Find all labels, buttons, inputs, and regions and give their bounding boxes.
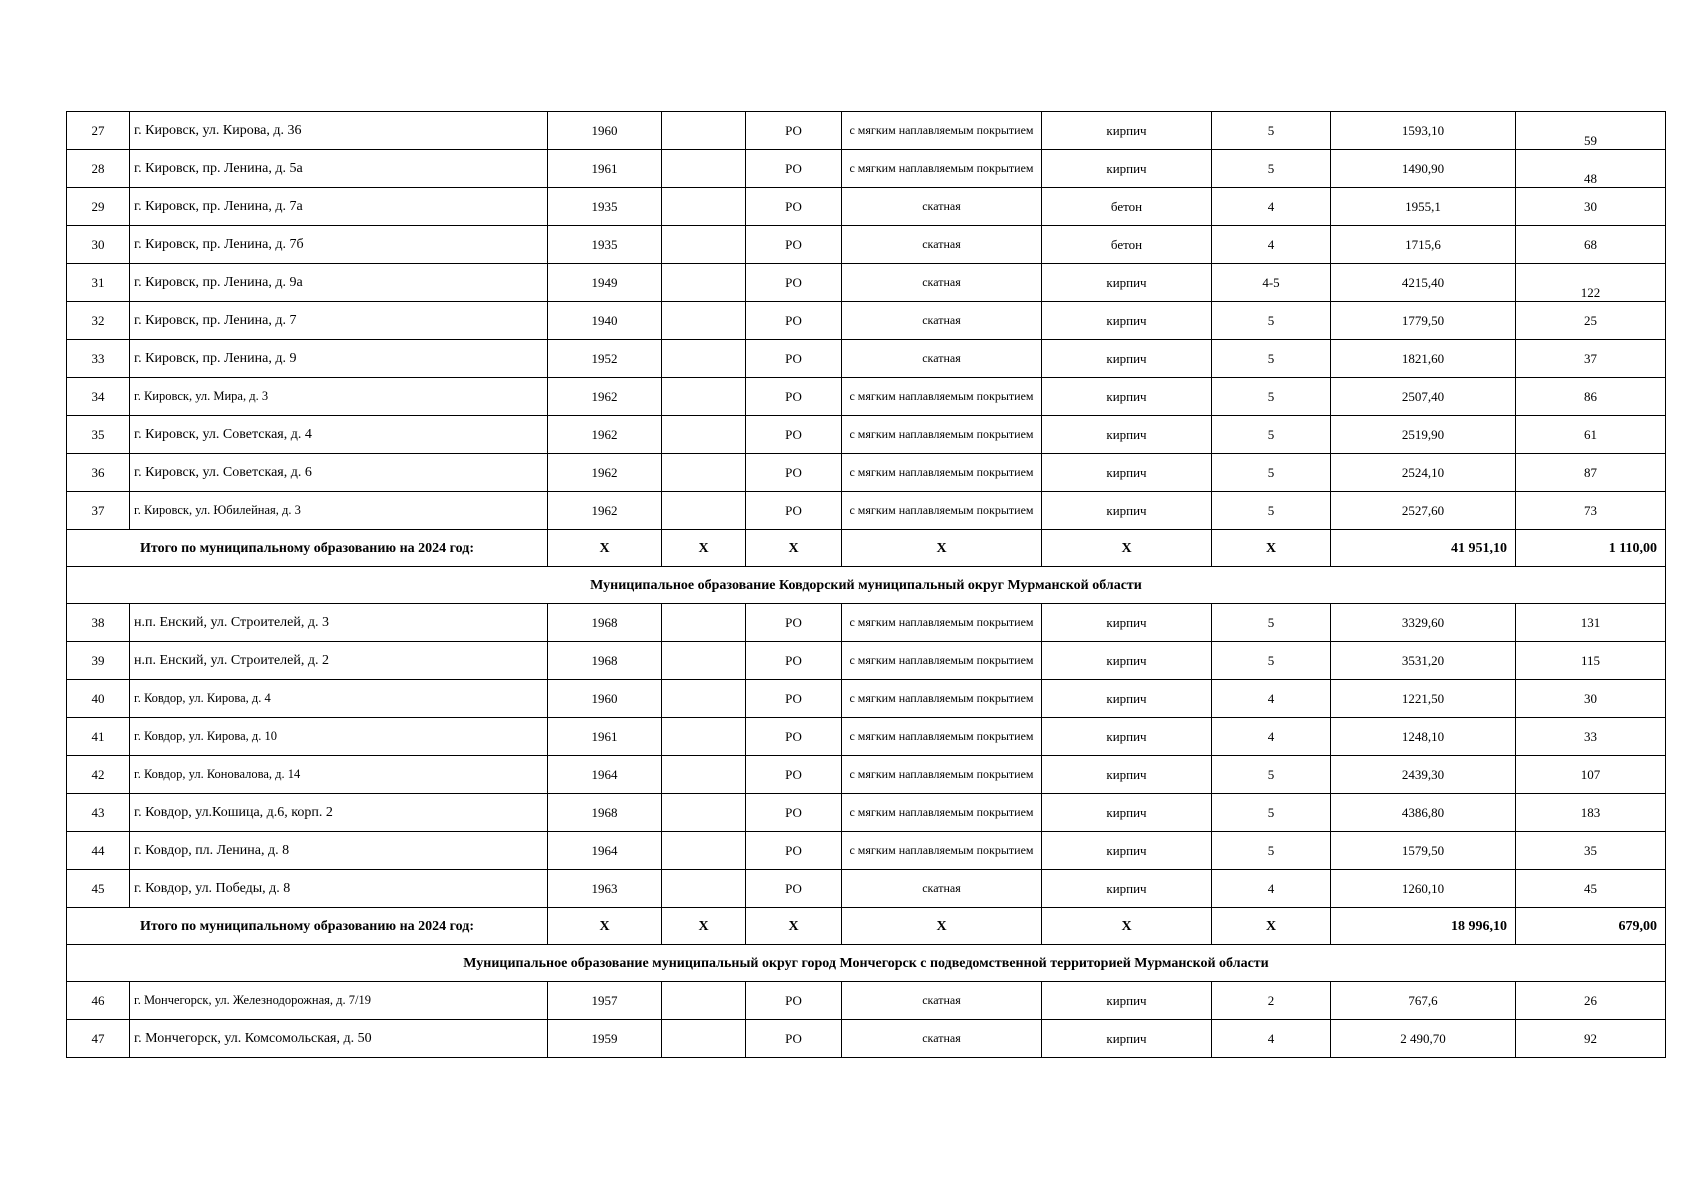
flats-cell: 30 (1516, 680, 1666, 718)
x-mark-cell: X (1042, 530, 1212, 567)
fund-method-cell: РО (746, 718, 842, 756)
wall-material-cell: кирпич (1042, 112, 1212, 150)
roof-type-cell: скатная (842, 226, 1042, 264)
x-mark-cell: X (842, 530, 1042, 567)
table-row (67, 112, 1666, 150)
flats-cell: 33 (1516, 718, 1666, 756)
table-row (67, 870, 1666, 908)
floors-cell: 5 (1212, 416, 1331, 454)
address-cell: н.п. Енский, ул. Строителей, д. 3 (130, 604, 548, 642)
x-mark-cell: X (548, 908, 662, 945)
x-mark-cell: X (548, 530, 662, 567)
roof-type-cell: с мягким наплавляемым покрытием (842, 454, 1042, 492)
area-cell: 3531,20 (1331, 642, 1516, 680)
floors-cell: 5 (1212, 378, 1331, 416)
roof-type-cell: скатная (842, 340, 1042, 378)
empty-cell (662, 150, 746, 188)
row-number: 38 (67, 604, 130, 642)
build-year-cell: 1961 (548, 718, 662, 756)
wall-material-cell: кирпич (1042, 680, 1212, 718)
address-cell: г. Кировск, пр. Ленина, д. 7а (130, 188, 548, 226)
area-cell: 1593,10 (1331, 112, 1516, 150)
empty-cell (662, 454, 746, 492)
total-area-cell: 18 996,10 (1331, 908, 1516, 945)
flats-cell: 115 (1516, 642, 1666, 680)
fund-method-cell: РО (746, 1020, 842, 1058)
roof-type-cell: с мягким наплавляемым покрытием (842, 150, 1042, 188)
x-mark-cell: X (746, 908, 842, 945)
build-year-cell: 1960 (548, 680, 662, 718)
roof-type-cell: с мягким наплавляемым покрытием (842, 756, 1042, 794)
table-row (67, 718, 1666, 756)
floors-cell: 4 (1212, 870, 1331, 908)
roof-type-cell: скатная (842, 870, 1042, 908)
address-cell: г. Кировск, пр. Ленина, д. 5а (130, 150, 548, 188)
flats-cell: 48 (1516, 150, 1666, 188)
build-year-cell: 1935 (548, 188, 662, 226)
table-row (67, 416, 1666, 454)
flats-cell: 73 (1516, 492, 1666, 530)
empty-cell (662, 378, 746, 416)
fund-method-cell: РО (746, 340, 842, 378)
floors-cell: 4 (1212, 1020, 1331, 1058)
flats-cell: 87 (1516, 454, 1666, 492)
flats-cell: 26 (1516, 982, 1666, 1020)
row-number: 27 (67, 112, 130, 150)
empty-cell (662, 188, 746, 226)
empty-cell (662, 302, 746, 340)
floors-cell: 4-5 (1212, 264, 1331, 302)
empty-cell (662, 756, 746, 794)
fund-method-cell: РО (746, 264, 842, 302)
wall-material-cell: кирпич (1042, 1020, 1212, 1058)
flats-cell: 86 (1516, 378, 1666, 416)
build-year-cell: 1940 (548, 302, 662, 340)
floors-cell: 4 (1212, 718, 1331, 756)
fund-method-cell: РО (746, 226, 842, 264)
row-number: 30 (67, 226, 130, 264)
flats-cell: 92 (1516, 1020, 1666, 1058)
roof-type-cell: с мягким наплавляемым покрытием (842, 416, 1042, 454)
empty-cell (662, 832, 746, 870)
section-title: Муниципальное образование муниципальный округ город Мончегорск с подведомственной территорией Мурманской области (67, 945, 1666, 982)
fund-method-cell: РО (746, 794, 842, 832)
roof-type-cell: с мягким наплавляемым покрытием (842, 112, 1042, 150)
fund-method-cell: РО (746, 832, 842, 870)
area-cell: 2524,10 (1331, 454, 1516, 492)
empty-cell (662, 794, 746, 832)
floors-cell: 4 (1212, 226, 1331, 264)
address-cell: г. Ковдор, ул. Кирова, д. 4 (130, 680, 548, 718)
build-year-cell: 1962 (548, 416, 662, 454)
address-cell: г. Кировск, ул. Юбилейная, д. 3 (130, 492, 548, 530)
build-year-cell: 1960 (548, 112, 662, 150)
address-cell: г. Кировск, ул. Советская, д. 4 (130, 416, 548, 454)
fund-method-cell: РО (746, 378, 842, 416)
table-row (67, 756, 1666, 794)
address-cell: г. Ковдор, ул.Кошица, д.6, корп. 2 (130, 794, 548, 832)
area-cell: 767,6 (1331, 982, 1516, 1020)
wall-material-cell: кирпич (1042, 756, 1212, 794)
area-cell: 4386,80 (1331, 794, 1516, 832)
row-number: 36 (67, 454, 130, 492)
area-cell: 2 490,70 (1331, 1020, 1516, 1058)
floors-cell: 5 (1212, 756, 1331, 794)
build-year-cell: 1959 (548, 1020, 662, 1058)
roof-type-cell: с мягким наплавляемым покрытием (842, 832, 1042, 870)
total-area-cell: 41 951,10 (1331, 530, 1516, 567)
flats-cell: 122 (1516, 264, 1666, 302)
flats-cell: 61 (1516, 416, 1666, 454)
section-header-row (67, 945, 1666, 982)
wall-material-cell: кирпич (1042, 642, 1212, 680)
wall-material-cell: бетон (1042, 188, 1212, 226)
flats-cell: 59 (1516, 112, 1666, 150)
row-number: 47 (67, 1020, 130, 1058)
total-flats-cell: 1 110,00 (1516, 530, 1666, 567)
table-row (67, 982, 1666, 1020)
wall-material-cell: кирпич (1042, 604, 1212, 642)
floors-cell: 4 (1212, 188, 1331, 226)
wall-material-cell: кирпич (1042, 302, 1212, 340)
floors-cell: 5 (1212, 604, 1331, 642)
row-number: 41 (67, 718, 130, 756)
table-row (67, 226, 1666, 264)
roof-type-cell: скатная (842, 264, 1042, 302)
address-cell: г. Кировск, пр. Ленина, д. 9 (130, 340, 548, 378)
address-cell: г. Кировск, пр. Ленина, д. 9а (130, 264, 548, 302)
wall-material-cell: кирпич (1042, 718, 1212, 756)
floors-cell: 5 (1212, 794, 1331, 832)
table-row (67, 680, 1666, 718)
address-cell: г. Мончегорск, ул. Железнодорожная, д. 7/19 (130, 982, 548, 1020)
fund-method-cell: РО (746, 416, 842, 454)
empty-cell (662, 492, 746, 530)
wall-material-cell: кирпич (1042, 492, 1212, 530)
flats-cell: 68 (1516, 226, 1666, 264)
fund-method-cell: РО (746, 150, 842, 188)
total-row (67, 530, 1666, 567)
total-flats-cell: 679,00 (1516, 908, 1666, 945)
empty-cell (662, 112, 746, 150)
flats-cell: 25 (1516, 302, 1666, 340)
row-number: 42 (67, 756, 130, 794)
empty-cell (662, 870, 746, 908)
table-row (67, 794, 1666, 832)
flats-cell: 131 (1516, 604, 1666, 642)
row-number: 35 (67, 416, 130, 454)
fund-method-cell: РО (746, 680, 842, 718)
table-row (67, 150, 1666, 188)
floors-cell: 5 (1212, 454, 1331, 492)
address-cell: н.п. Енский, ул. Строителей, д. 2 (130, 642, 548, 680)
table-row (67, 188, 1666, 226)
table-row (67, 642, 1666, 680)
build-year-cell: 1952 (548, 340, 662, 378)
area-cell: 1490,90 (1331, 150, 1516, 188)
x-mark-cell: X (662, 530, 746, 567)
row-number: 29 (67, 188, 130, 226)
area-cell: 1955,1 (1331, 188, 1516, 226)
row-number: 39 (67, 642, 130, 680)
address-cell: г. Ковдор, пл. Ленина, д. 8 (130, 832, 548, 870)
fund-method-cell: РО (746, 982, 842, 1020)
row-number: 40 (67, 680, 130, 718)
table-row (67, 1020, 1666, 1058)
wall-material-cell: кирпич (1042, 832, 1212, 870)
roof-type-cell: с мягким наплавляемым покрытием (842, 378, 1042, 416)
roof-type-cell: с мягким наплавляемым покрытием (842, 680, 1042, 718)
empty-cell (662, 604, 746, 642)
total-label: Итого по муниципальному образованию на 2024 год: (67, 530, 548, 567)
row-number: 45 (67, 870, 130, 908)
build-year-cell: 1968 (548, 604, 662, 642)
empty-cell (662, 642, 746, 680)
roof-type-cell: с мягким наплавляемым покрытием (842, 604, 1042, 642)
table-row (67, 340, 1666, 378)
floors-cell: 2 (1212, 982, 1331, 1020)
flats-cell: 183 (1516, 794, 1666, 832)
empty-cell (662, 982, 746, 1020)
area-cell: 2507,40 (1331, 378, 1516, 416)
roof-type-cell: скатная (842, 302, 1042, 340)
wall-material-cell: кирпич (1042, 416, 1212, 454)
address-cell: г. Ковдор, ул. Победы, д. 8 (130, 870, 548, 908)
area-cell: 1579,50 (1331, 832, 1516, 870)
row-number: 34 (67, 378, 130, 416)
flats-cell: 30 (1516, 188, 1666, 226)
area-cell: 3329,60 (1331, 604, 1516, 642)
area-cell: 1715,6 (1331, 226, 1516, 264)
flats-cell: 107 (1516, 756, 1666, 794)
address-cell: г. Кировск, ул. Кирова, д. 36 (130, 112, 548, 150)
row-number: 33 (67, 340, 130, 378)
address-cell: г. Кировск, пр. Ленина, д. 7б (130, 226, 548, 264)
section-header-row (67, 567, 1666, 604)
roof-type-cell: скатная (842, 188, 1042, 226)
row-number: 37 (67, 492, 130, 530)
wall-material-cell: кирпич (1042, 378, 1212, 416)
x-mark-cell: X (842, 908, 1042, 945)
total-label: Итого по муниципальному образованию на 2024 год: (67, 908, 548, 945)
floors-cell: 5 (1212, 340, 1331, 378)
roof-type-cell: скатная (842, 1020, 1042, 1058)
roof-type-cell: скатная (842, 982, 1042, 1020)
address-cell: г. Кировск, пр. Ленина, д. 7 (130, 302, 548, 340)
address-cell: г. Кировск, ул. Советская, д. 6 (130, 454, 548, 492)
roof-type-cell: с мягким наплавляемым покрытием (842, 794, 1042, 832)
empty-cell (662, 416, 746, 454)
area-cell: 2519,90 (1331, 416, 1516, 454)
empty-cell (662, 718, 746, 756)
build-year-cell: 1964 (548, 832, 662, 870)
area-cell: 4215,40 (1331, 264, 1516, 302)
address-cell: г. Ковдор, ул. Коновалова, д. 14 (130, 756, 548, 794)
address-cell: г. Мончегорск, ул. Комсомольская, д. 50 (130, 1020, 548, 1058)
wall-material-cell: кирпич (1042, 794, 1212, 832)
build-year-cell: 1949 (548, 264, 662, 302)
build-year-cell: 1957 (548, 982, 662, 1020)
empty-cell (662, 680, 746, 718)
flats-cell: 35 (1516, 832, 1666, 870)
fund-method-cell: РО (746, 756, 842, 794)
wall-material-cell: кирпич (1042, 150, 1212, 188)
build-year-cell: 1968 (548, 642, 662, 680)
wall-material-cell: кирпич (1042, 870, 1212, 908)
floors-cell: 5 (1212, 112, 1331, 150)
wall-material-cell: кирпич (1042, 340, 1212, 378)
flats-cell: 45 (1516, 870, 1666, 908)
row-number: 44 (67, 832, 130, 870)
table-row (67, 832, 1666, 870)
table-row (67, 454, 1666, 492)
housing-register-table (66, 111, 1666, 1058)
table-row (67, 604, 1666, 642)
wall-material-cell: кирпич (1042, 982, 1212, 1020)
area-cell: 1260,10 (1331, 870, 1516, 908)
floors-cell: 4 (1212, 680, 1331, 718)
build-year-cell: 1962 (548, 492, 662, 530)
fund-method-cell: РО (746, 604, 842, 642)
table-row (67, 264, 1666, 302)
area-cell: 1821,60 (1331, 340, 1516, 378)
address-cell: г. Ковдор, ул. Кирова, д. 10 (130, 718, 548, 756)
row-number: 32 (67, 302, 130, 340)
roof-type-cell: с мягким наплавляемым покрытием (842, 492, 1042, 530)
row-number: 31 (67, 264, 130, 302)
build-year-cell: 1962 (548, 378, 662, 416)
row-number: 46 (67, 982, 130, 1020)
roof-type-cell: с мягким наплавляемым покрытием (842, 642, 1042, 680)
x-mark-cell: X (1212, 530, 1331, 567)
flats-cell: 37 (1516, 340, 1666, 378)
fund-method-cell: РО (746, 642, 842, 680)
area-cell: 2439,30 (1331, 756, 1516, 794)
fund-method-cell: РО (746, 302, 842, 340)
address-cell: г. Кировск, ул. Мира, д. 3 (130, 378, 548, 416)
wall-material-cell: кирпич (1042, 264, 1212, 302)
build-year-cell: 1962 (548, 454, 662, 492)
fund-method-cell: РО (746, 454, 842, 492)
build-year-cell: 1964 (548, 756, 662, 794)
build-year-cell: 1968 (548, 794, 662, 832)
fund-method-cell: РО (746, 188, 842, 226)
wall-material-cell: кирпич (1042, 454, 1212, 492)
empty-cell (662, 226, 746, 264)
floors-cell: 5 (1212, 492, 1331, 530)
fund-method-cell: РО (746, 492, 842, 530)
row-number: 28 (67, 150, 130, 188)
floors-cell: 5 (1212, 302, 1331, 340)
build-year-cell: 1963 (548, 870, 662, 908)
table-row (67, 492, 1666, 530)
fund-method-cell: РО (746, 870, 842, 908)
total-row (67, 908, 1666, 945)
floors-cell: 5 (1212, 150, 1331, 188)
x-mark-cell: X (1042, 908, 1212, 945)
x-mark-cell: X (662, 908, 746, 945)
x-mark-cell: X (746, 530, 842, 567)
floors-cell: 5 (1212, 832, 1331, 870)
area-cell: 1248,10 (1331, 718, 1516, 756)
area-cell: 1221,50 (1331, 680, 1516, 718)
floors-cell: 5 (1212, 642, 1331, 680)
empty-cell (662, 1020, 746, 1058)
area-cell: 2527,60 (1331, 492, 1516, 530)
section-title: Муниципальное образование Ковдорский муниципальный округ Мурманской области (67, 567, 1666, 604)
roof-type-cell: с мягким наплавляемым покрытием (842, 718, 1042, 756)
row-number: 43 (67, 794, 130, 832)
table-row (67, 378, 1666, 416)
area-cell: 1779,50 (1331, 302, 1516, 340)
fund-method-cell: РО (746, 112, 842, 150)
x-mark-cell: X (1212, 908, 1331, 945)
empty-cell (662, 340, 746, 378)
empty-cell (662, 264, 746, 302)
table-row (67, 302, 1666, 340)
wall-material-cell: бетон (1042, 226, 1212, 264)
build-year-cell: 1961 (548, 150, 662, 188)
build-year-cell: 1935 (548, 226, 662, 264)
